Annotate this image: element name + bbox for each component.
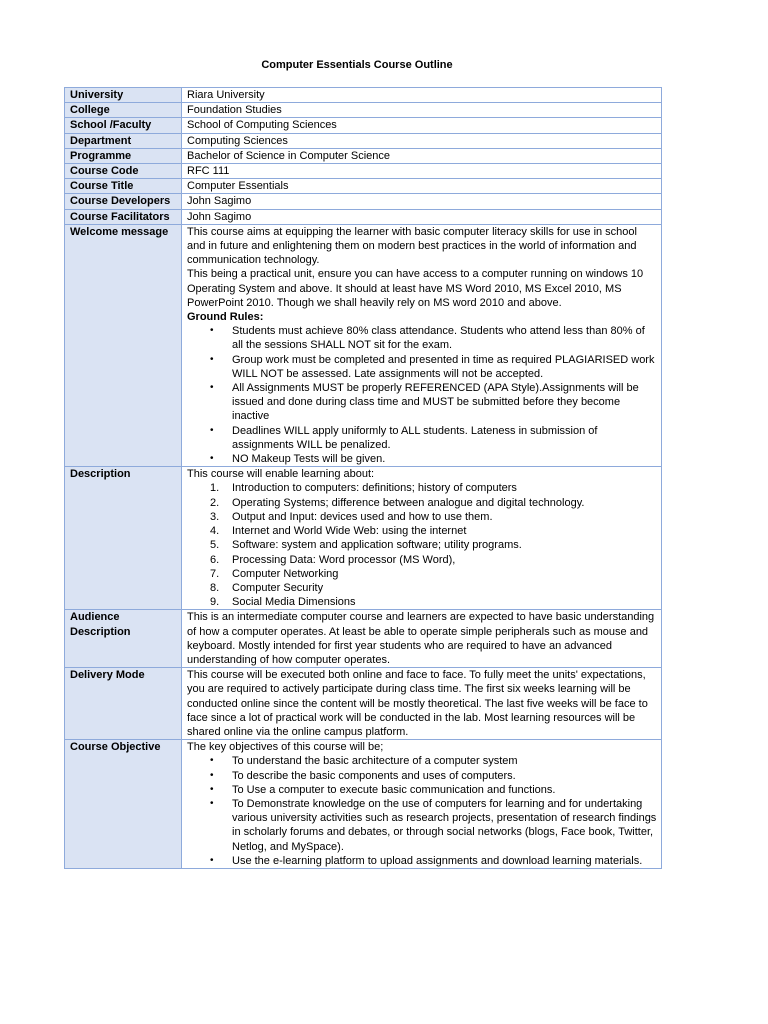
table-row [65,209,662,224]
objective-intro: The key objectives of this course will be; [187,741,384,754]
row-value: Bachelor of Science in Computer Science [182,148,662,163]
objective-content [182,740,662,869]
description-intro: This course will enable learning about: [187,468,375,481]
list-item: • NO Makeup Tests will be given. [232,452,657,466]
objectives-list [187,754,657,868]
list-item [210,481,657,495]
audience-text: This is an intermediate computer course and learners are expected to have basic understanding of how a computer operates. At least be able to operate simple peripherals such as mouse and keyboard. Mostly intended for first year students who are required to have an advanced understanding of how computer operates. [182,610,662,668]
table-row [65,118,662,133]
list-item [210,567,657,581]
list-item: • Deadlines WILL apply uniformly to ALL students. Lateness in submission of assignments WILL be penalized. [232,424,657,452]
item-text: Computer Security [232,581,324,594]
row-value: RFC 111 [182,164,662,179]
objective-row [65,740,662,869]
row-label: Programme [65,148,182,163]
row-value: John Sagimo [182,194,662,209]
row-value: Computing Sciences [182,133,662,148]
row-label: Course Facilitators [65,209,182,224]
description-content [182,467,662,610]
course-outline-table [64,87,662,869]
item-text: Internet and World Wide Web: using the internet [232,525,467,538]
welcome-content [182,224,662,466]
table-row [65,164,662,179]
welcome-row [65,224,662,466]
welcome-paragraph: This course aims at equipping the learner with basic computer literacy skills for use in school and in future and enlightening them on modern best practices in the world of information and communication technology. [187,225,637,267]
list-item [210,581,657,595]
item-number: 8. [210,581,220,594]
description-row [65,467,662,610]
delivery-row [65,668,662,740]
item-text: Processing Data: Word processor (MS Word), [232,553,456,566]
item-text: Computer Networking [232,567,339,580]
ground-rules-list [187,324,657,466]
audience-label: Audience Description [65,610,182,668]
row-label: School /Faculty [65,118,182,133]
list-item [210,524,657,538]
list-item: • To Use a computer to execute basic communication and functions. [232,783,657,797]
ground-rules-heading: Ground Rules: [187,311,264,324]
item-number: 6. [210,553,220,566]
delivery-label: Delivery Mode [65,668,182,740]
list-item [210,595,657,609]
item-text: Operating Systems; difference between analogue and digital technology. [232,496,585,509]
row-label: College [65,103,182,118]
row-value: School of Computing Sciences [182,118,662,133]
item-number: 2. [210,496,220,509]
list-item [210,553,657,567]
list-item: • To describe the basic components and uses of computers. [232,769,657,783]
welcome-paragraph: This being a practical unit, ensure you can have access to a computer running on windows 10 Operating System and above. It should at least have MS Word 2010, MS Excel 2010, MS PowerPoint 2010. Though we shall heavily rely on MS word 2010 and above. [187,268,644,309]
row-label: Course Code [65,164,182,179]
document-title: Computer Essentials Course Outline [261,59,453,71]
item-number: 5. [210,539,220,552]
list-item: • To understand the basic architecture of a computer system [232,754,657,768]
welcome-label: Welcome message [65,224,182,466]
table-row [65,148,662,163]
list-item: • Use the e-learning platform to upload assignments and download learning materials. [232,854,657,868]
table-row [65,133,662,148]
list-item [210,510,657,524]
list-item: • Group work must be completed and presented in time as required PLAGIARISED work WILL NOT be assessed. Late assignments will not be accepted. [232,353,657,381]
table-row [65,88,662,103]
list-item [210,496,657,510]
list-item [210,538,657,552]
table-row [65,179,662,194]
list-item: • Students must achieve 80% class attendance. Students who attend less than 80% of all the sessions SHALL NOT sit for the exam. [232,324,657,352]
row-label: Course Title [65,179,182,194]
row-label: Department [65,133,182,148]
item-number: 1. [210,482,220,495]
description-label: Description [65,467,182,610]
audience-row [65,610,662,668]
objective-label: Course Objective [65,740,182,869]
row-value: John Sagimo [182,209,662,224]
item-text: Social Media Dimensions [232,596,356,609]
item-number: 4. [210,525,220,538]
row-value: Computer Essentials [182,179,662,194]
item-text: Software: system and application software; utility programs. [232,539,522,552]
item-number: 9. [210,596,220,609]
table-row [65,194,662,209]
row-value: Riara University [182,88,662,103]
table-row [65,103,662,118]
item-number: 7. [210,567,220,580]
delivery-text: This course will be executed both online and face to face. To fully meet the units' expectations, you are required to actively participate during class time. The first six weeks learning will be conducted online since the content will be mostly theoretical. The last five weeks will be face to face since a lot of practical work will be conducted in the lab. Most learning resources will be shared online via the online campus platform. [182,668,662,740]
row-value: Foundation Studies [182,103,662,118]
topics-list [187,481,657,609]
list-item: • To Demonstrate knowledge on the use of computers for learning and for undertaking various university activities such as research projects, presentation of research findings in scholarly forums and debates, or through social networks (blogs, Face book, Twitter, Netlog, and MySpace). [232,797,657,854]
item-number: 3. [210,510,220,523]
item-text: Introduction to computers: definitions; history of computers [232,482,517,495]
list-item: • All Assignments MUST be properly REFERENCED (APA Style).Assignments will be issued and done during class time and MUST be submitted before they become inactive [232,381,657,424]
row-label: University [65,88,182,103]
item-text: Output and Input: devices used and how to use them. [232,510,493,523]
row-label: Course Developers [65,194,182,209]
